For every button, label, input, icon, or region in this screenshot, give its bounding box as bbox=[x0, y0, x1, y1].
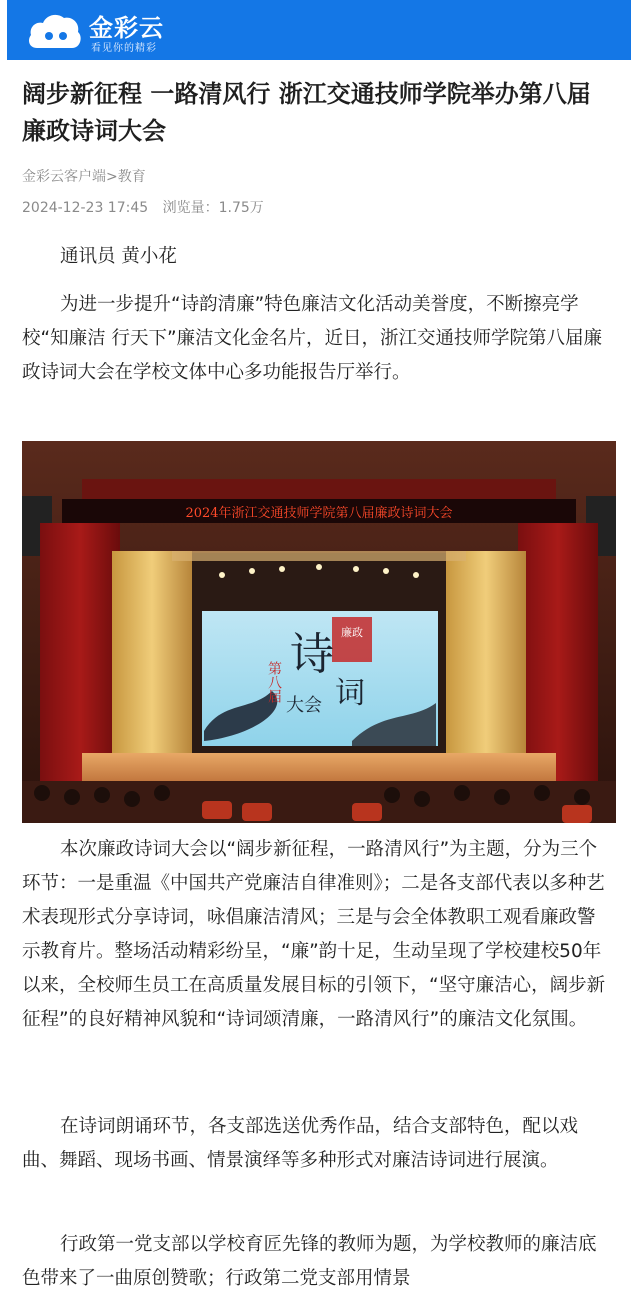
brand-name: 金彩云 bbox=[89, 14, 164, 42]
event-photo bbox=[22, 441, 616, 823]
brand-slogan: 看见你的精彩 bbox=[91, 43, 157, 54]
paragraph-1: 为进一步提升“诗韵清廉”特色廉洁文化活动美誉度，不断擦亮学校“知廉洁 行天下”廉洁文化金名片，近日，浙江交通技师学院第八届廉政诗词大会在学校文体中心多功能报告厅举行。 bbox=[22, 294, 603, 383]
article-title: 阔步新征程 一路清风行 浙江交通技师学院举办第八届廉政诗词大会 bbox=[22, 80, 591, 145]
publish-date: 2024-12-23 17:45 bbox=[22, 200, 149, 216]
view-count: 浏览量：1.75万 bbox=[162, 200, 264, 216]
screen-big-char: 诗 bbox=[290, 629, 334, 680]
app-header bbox=[7, 0, 631, 60]
paragraph-2: 本次廉政诗词大会以“阔步新征程，一路清风行”为主题，分为三个环节：一是重温《中国共产党廉洁自律准则》；二是各支部代表以多种艺术表现形式分享诗词，咏倡廉洁清风；三是与会全体教职工观看廉政警示教育片。整场活动精彩纷呈，“廉”韵十足，生动呈现了学校建校50年以来，全校师生员工在高质量发展目标的引领下，“坚守廉洁心，阔步新征程”的良好精神风貌和“诗词颂清廉，一路清风行”的廉洁文化氛围。 bbox=[22, 839, 606, 1030]
screen-ci-char: 词 bbox=[335, 676, 365, 711]
author-line: 通讯员 黄小花 bbox=[60, 246, 177, 267]
screen-lianzheng: 廉政 bbox=[341, 626, 363, 639]
article-meta bbox=[22, 197, 274, 217]
stage-banner: 2024年浙江交通技师学院第八届廉政诗词大会 bbox=[185, 506, 453, 521]
auditorium-stage-image bbox=[22, 441, 616, 823]
breadcrumb[interactable]: 金彩云客户端>教育 bbox=[22, 169, 146, 185]
paragraph-4: 行政第一党支部以学校育匠先锋的教师为题，为学校教师的廉洁底色带来了一曲原创赞歌；行政第二党支部用情景 bbox=[22, 1234, 597, 1289]
screen-diba: 第八届 bbox=[266, 661, 282, 703]
cloud-logo-icon bbox=[27, 10, 83, 54]
paragraph-3: 在诗词朗诵环节，各支部选送优秀作品，结合支部特色，配以戏曲、舞蹈、现场书画、情景演绎等多种形式对廉洁诗词进行展演。 bbox=[22, 1116, 579, 1171]
screen-dahui: 大会 bbox=[286, 695, 322, 716]
